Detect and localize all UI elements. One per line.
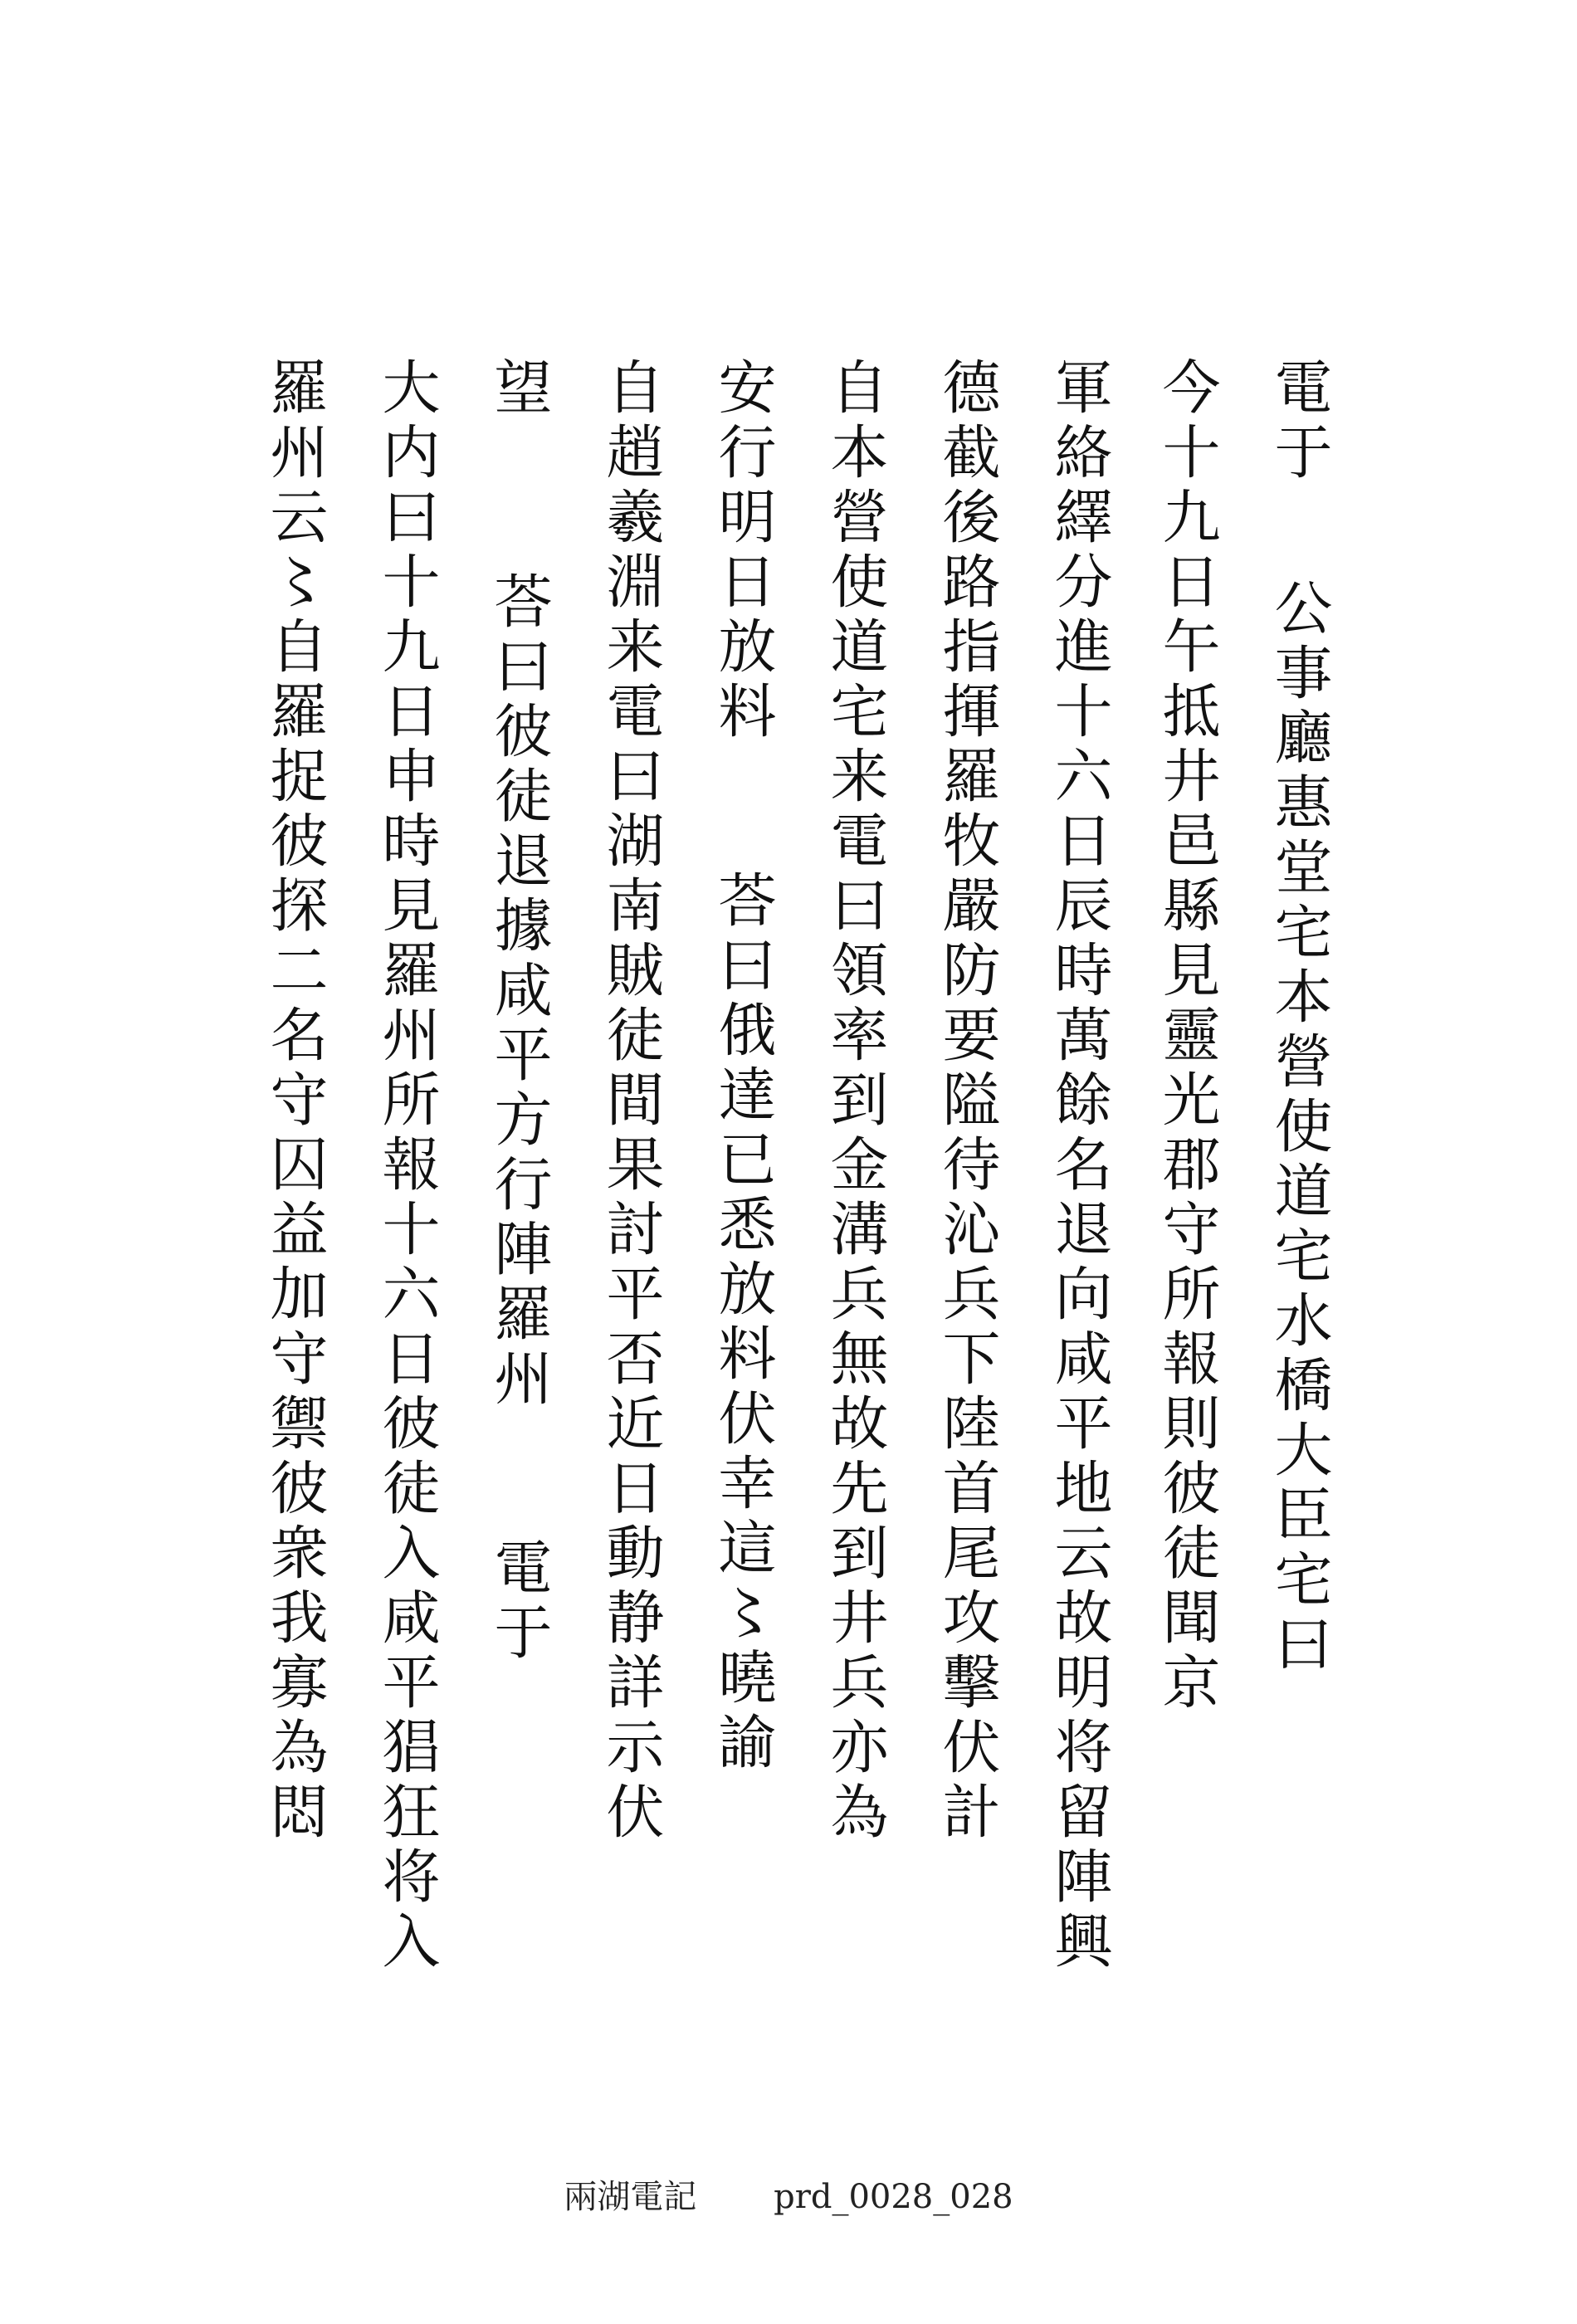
text-column-1 — [1249, 357, 1349, 2050]
text-column-10 — [245, 357, 344, 2050]
column-segment: 自本營使道宅来電曰領率到金溝兵無故先到井兵亦為 — [821, 357, 889, 1846]
column-segment: 今十九日午抵井邑縣見靈光郡守所報則彼徒聞京 — [1153, 357, 1221, 1716]
column-segment: 大内曰十九日申時見羅州所報十六日彼徒入咸平猖狂将入 — [373, 357, 441, 1975]
column-segment: 軍絡繹分進十六日辰時萬餘名退向咸平地云故明将留陣興 — [1045, 357, 1113, 1975]
column-segment: 望 — [485, 357, 553, 422]
column-segment: 自趙羲淵来電曰湖南賊徒間果討平否近日動静詳示伏 — [597, 357, 665, 1846]
text-column-6 — [693, 357, 793, 2050]
column-segment: 羅州云〻自羅捉彼探二名守囚益加守禦彼衆我寡為悶 — [261, 357, 329, 1846]
text-column-8 — [469, 357, 569, 2050]
text-column-4 — [917, 357, 1017, 2050]
column-segment: 公事廳惠堂宅本營使道宅水橋大臣宅曰 — [1265, 578, 1333, 1678]
text-column-2 — [1137, 357, 1237, 2050]
text-column-9 — [357, 357, 456, 2050]
column-segment: 荅曰俄達已悉放料伏幸這〻曉諭 — [709, 870, 777, 1776]
footer-title: 兩湖電記 — [564, 2178, 697, 2216]
column-segment: 德截後路指揮羅牧嚴防要隘待沁兵下陸首尾攻擊伏計 — [933, 357, 1001, 1846]
column-segment: 安行明日放料 — [709, 357, 777, 745]
footer-page-id: prd_0028_028 — [774, 2178, 1013, 2216]
page-footer — [0, 2170, 1577, 2218]
column-segment: 荅曰彼徒退據咸平方行陣羅州 — [485, 571, 553, 1413]
column-segment: 電于 — [485, 1537, 553, 1667]
column-segment: 電于 — [1265, 357, 1333, 486]
text-column-5 — [805, 357, 905, 2050]
text-column-7 — [581, 357, 681, 2050]
text-column-3 — [1029, 357, 1129, 2050]
